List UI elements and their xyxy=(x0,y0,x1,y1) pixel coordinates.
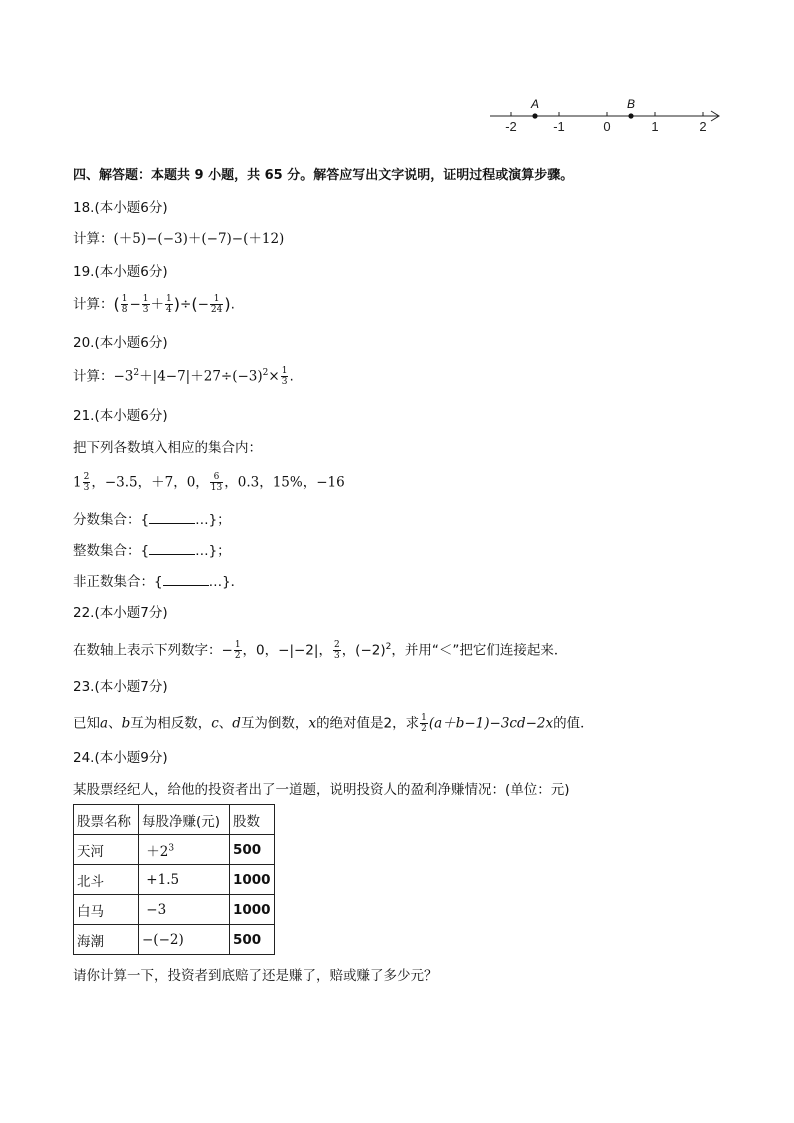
q21-intro: 把下列各数填入相应的集合内： xyxy=(73,440,262,456)
q23-heading: 23.(本小题7分) xyxy=(73,679,168,695)
table-header: 股票名称 xyxy=(74,805,139,835)
number-line-point xyxy=(532,113,537,118)
table-row xyxy=(74,865,275,895)
stock-gain: −(−2) xyxy=(139,925,230,955)
number-line-tick-label: -2 xyxy=(505,119,517,134)
q23-problem: 已知a、b互为相反数，c、d互为倒数，x的绝对值是2，求 $\frac{1}{2}$ (a＋b−1)−3cd−2x的值． xyxy=(73,713,594,734)
stock-shares: 1000 xyxy=(230,895,275,925)
q19-prefix: 计算： xyxy=(73,296,114,313)
answer-blank[interactable] xyxy=(149,511,195,524)
q22-frac-2: $\frac{2}{3}$ xyxy=(333,640,340,661)
table-row xyxy=(74,925,275,955)
q21-fraction-set: 分数集合：{ …}； xyxy=(73,512,231,528)
q21-numbers: 1 $\frac{2}{3}$ ，−3.5，＋7，0， $\frac{6}{13}$ ，0.3，15%，−16 xyxy=(73,472,345,493)
q24-intro: 某股票经纪人，给他的投资者出了一道题，说明投资人的盈利净赚情况：(单位：元) xyxy=(73,782,570,798)
number-line-tick-label: 2 xyxy=(699,119,707,134)
stock-table xyxy=(73,804,275,955)
q24-question: 请你计算一下，投资者到底赔了还是赚了，赔或赚了多少元？ xyxy=(73,968,438,984)
q20-problem: 计算：$-3^2+|4-7|+27\div(-3)^2\times$ $\frac{1}{3}$ . xyxy=(73,366,294,387)
number-line-tick-label: -1 xyxy=(553,119,565,134)
stock-shares: 500 xyxy=(230,925,275,955)
table-header: 股数 xyxy=(230,805,275,835)
q20-prefix: 计算： xyxy=(73,368,114,385)
stock-gain: $+2^3$ xyxy=(139,835,230,865)
stock-name: 天河 xyxy=(74,835,139,865)
q18-problem xyxy=(73,229,284,249)
stock-gain: +1.5 xyxy=(139,865,230,895)
q20-heading: 20.(本小题6分) xyxy=(73,335,168,351)
stock-name: 白马 xyxy=(74,895,139,925)
q22-problem: 在数轴上表示下列数字：− $\frac{1}{2}$ ，0，−|−2|， $\frac{2}{3}$ ，$(-2)^2$，并用“＜”把它们连接起来． xyxy=(73,640,568,661)
q22-heading: 22.(本小题7分) xyxy=(73,605,168,621)
q19-frac-4: $\frac{1}{24}$ xyxy=(210,294,223,315)
number-line-tick-label: 0 xyxy=(603,119,611,134)
section-heading: 四、解答题：本题共 9 小题，共 65 分。解答应写出文字说明，证明过程或演算步骤。 xyxy=(73,168,574,183)
q18-prefix: 计算： xyxy=(73,231,114,247)
q19-frac-1: $\frac{1}{8}$ xyxy=(121,294,128,315)
number-line-tick-label: 1 xyxy=(651,119,659,134)
stock-shares: 500 xyxy=(230,835,275,865)
number-line-point-label: B xyxy=(626,97,636,111)
q23-frac: $\frac{1}{2}$ xyxy=(421,713,427,734)
q18-heading: 18.(本小题6分) xyxy=(73,200,168,216)
table-header: 每股净赚(元) xyxy=(139,805,230,835)
q19-frac-3: $\frac{1}{4}$ xyxy=(166,294,172,315)
q20-frac: $\frac{1}{3}$ xyxy=(281,366,288,387)
number-line-point xyxy=(628,113,633,118)
q22-frac-1: $\frac{1}{2}$ xyxy=(234,640,241,661)
q19-problem: 计算：( $\frac{1}{8}$ − $\frac{1}{3}$ ＋ $\frac{1}{4}$ )÷(− $\frac{1}{24}$ ). xyxy=(73,294,235,315)
q21-heading: 21.(本小题6分) xyxy=(73,408,168,424)
stock-gain: −3 xyxy=(139,895,230,925)
q19-frac-2: $\frac{1}{3}$ xyxy=(142,294,149,315)
stock-name: 海潮 xyxy=(74,925,139,955)
table-row xyxy=(74,895,275,925)
answer-blank[interactable] xyxy=(163,573,209,586)
table-row xyxy=(74,835,275,865)
stock-shares: 1000 xyxy=(230,865,275,895)
q21-integer-set: 整数集合：{ …}； xyxy=(73,543,231,559)
q21-mixed-frac: $\frac{2}{3}$ xyxy=(83,472,90,493)
q21-nonpositive-set: 非正数集合：{ …}． xyxy=(73,574,245,590)
q24-heading: 24.(本小题9分) xyxy=(73,750,168,766)
q18-expression: (＋5)−(−3)＋(−7)−(＋12) xyxy=(113,231,285,247)
answer-blank[interactable] xyxy=(149,542,195,555)
number-line xyxy=(486,94,726,138)
q21-frac: $\frac{6}{13}$ xyxy=(210,472,223,493)
number-line-point-label: A xyxy=(530,97,540,111)
q19-heading: 19.(本小题6分) xyxy=(73,264,168,280)
stock-name: 北斗 xyxy=(74,865,139,895)
table-header-row xyxy=(74,805,275,835)
